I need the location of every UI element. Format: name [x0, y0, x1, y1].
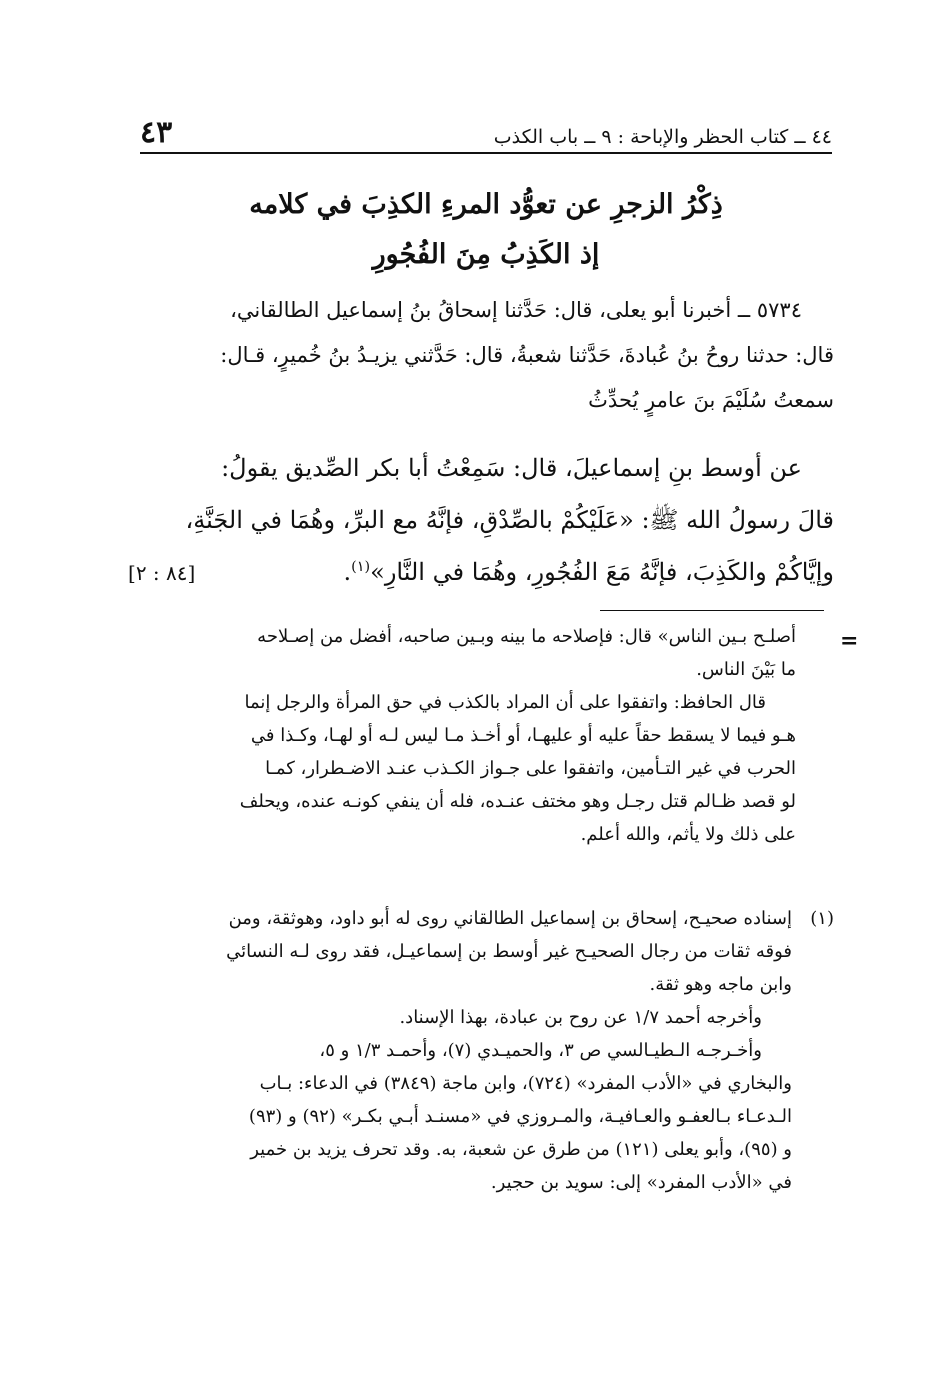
footnote-line-7: الـدعـاء بـالعفـو والعـافيـة، والمـروزي في «مسنـد أبـي بكـر» (٩٢) و (٩٣)	[248, 1106, 792, 1127]
footnote-continuation	[128, 620, 796, 851]
footnote-1-number: (١)	[810, 908, 834, 929]
hafiz-line-3: الحرب في غير التـأمين، واتفقوا على جـواز الكـذب عنـد الاضـطرار، كمـا	[265, 758, 796, 779]
footnote-line-2: فوقه ثقات من رجال الصحيـح غير أوسط بن إسماعيـل، فقد روى لـه النسائي	[226, 941, 792, 962]
isnad-line-2: قال: حدثنا روحُ بنُ عُبادةَ، حَدَّثنا شعبةُ، قال: حَدَّثني يزيـدُ بنُ خُميرٍ، قـال:	[220, 343, 834, 367]
footnote-line-3: وابن ماجه وهو ثقة.	[649, 974, 792, 995]
footnote-marker: (١)	[351, 559, 371, 575]
hafiz-line-4: لو قصد ظـالم قتل رجـل وهو مختف عنـده، فله أن ينفي كونـه عنده، ويحلف	[239, 791, 796, 812]
hadith-matn	[128, 442, 834, 599]
footnote-rule	[600, 610, 824, 611]
continuation-line-1: أصلـح بـين الناس» قال: فإصلاحه ما بينه وبـين صاحبه، أفضل من إصـلاحه	[257, 626, 796, 647]
hafiz-line-1: قال الحافظ: واتفقوا على أن المراد بالكذب في حق المرأة والرجل إنما	[244, 692, 766, 713]
footnote-line-5: وأخـرجـه الـطيـالسي ص ٣، والحميـدي (٧)، وأحمـد ١/٣ و ٥،	[319, 1040, 762, 1061]
footnote-1-body	[128, 902, 792, 1199]
heading-line-1: ذِكْرُ الزجرِ عن تعوُّد المرءِ الكذِبَ في كلامه	[249, 189, 723, 220]
heading-line-2: إذ الكَذِبُ مِنَ الفُجُورِ	[372, 239, 600, 270]
isnad-line-1: ٥٧٣٤ ــ أخبرنا أبو يعلى، قال: حَدَّثنا إسحاقُ بنُ إسماعيل الطالقاني،	[230, 298, 802, 322]
continuation-mark: =	[840, 628, 859, 654]
hafiz-line-2: هـو فيما لا يسقط حقاً عليه أو عليهـا، أو أخـذ مـا ليس لـه أو لهـا، وكـذا في	[250, 725, 796, 746]
isnad-line-3: سمعتُ سُلَيْمَ بنَ عامرٍ يُحدِّثُ	[588, 388, 834, 412]
page-number: ٤٣	[140, 115, 173, 150]
footnote-line-1: إسناده صحيـح، إسحاق بن إسماعيل الطالقاني روى له أبو داود، وهوثقة، ومن	[228, 908, 792, 929]
matn-line-3: وإيَّاكُمْ والكَذِبَ، فإنَّهُ مَعَ الفُجُورِ، وهُمَا في النَّارِ»$^{(١)}$.	[343, 558, 834, 586]
hadith-reference: [٨٤ : ٢]	[128, 561, 196, 585]
matn-line-2: قالَ رسولُ الله ﷺ: «عَلَيْكُمْ بالصِّدْقِ، فإنَّهُ مع البرِّ، وهُمَا في الجَنَّةِ،	[185, 506, 834, 534]
footnote-1-item	[128, 902, 834, 1199]
matn-line-3-row	[128, 546, 834, 599]
matn-line-3-text: وإيَّاكُمْ والكَذِبَ، فإنَّهُ مَعَ الفُجُورِ، وهُمَا في النَّارِ»	[370, 558, 834, 586]
footnote-line-9: في «الأدب المفرد» إلى: سويد بن حجير.	[490, 1172, 792, 1193]
footnote-1	[128, 902, 834, 1199]
header-rule	[140, 152, 832, 154]
page-header	[140, 108, 832, 148]
running-title: ٤٤ ــ كتاب الحظر والإباحة : ٩ ــ باب الكذب	[493, 126, 832, 148]
footnote-line-6: والبخاري في «الأدب المفرد» (٧٢٤)، وابن ماجة (٣٨٤٩) في الدعاء: بـاب	[259, 1073, 792, 1094]
chapter-heading	[140, 180, 832, 280]
footnote-line-4: وأخرجه أحمد ١/٧ عن روح بن عبادة، بهذا الإسناد.	[399, 1007, 762, 1028]
hafiz-line-5: على ذلك ولا يأثم، والله أعلم.	[580, 824, 796, 845]
footnote-line-8: و (٩٥)، وأبو يعلى (١٢١) من طرق عن شعبة، به. وقد تحرف يزيد بن خمير	[250, 1139, 792, 1160]
continuation-line-2: ما بَيْنَ الناس.	[696, 659, 796, 680]
hadith-isnad	[132, 288, 834, 423]
matn-line-1: عن أوسط بنِ إسماعيلَ، قال: سَمِعْتُ أبا بكر الصِّديق يقولُ:	[221, 454, 802, 482]
